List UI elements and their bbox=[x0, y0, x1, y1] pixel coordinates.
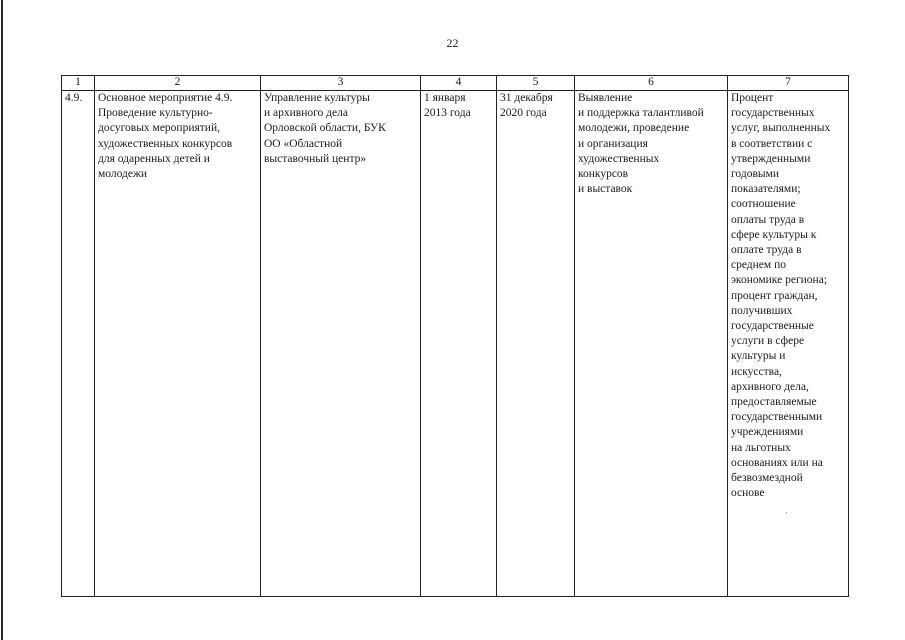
column-header-3: 3 bbox=[261, 76, 421, 91]
column-header-1: 1 bbox=[62, 76, 95, 91]
row-number-cell: 4.9. bbox=[62, 91, 95, 597]
header-row bbox=[62, 76, 849, 91]
start-date-cell: 1 января 2013 года bbox=[421, 91, 497, 597]
scan-speck bbox=[786, 512, 787, 513]
executor-cell: Управление культуры и архивного дела Орловской области, БУК ОО «Областной выставочный центр» bbox=[261, 91, 421, 597]
page-number: 22 bbox=[446, 36, 459, 50]
program-table bbox=[61, 75, 849, 597]
page-left-edge bbox=[1, 0, 3, 640]
column-header-6: 6 bbox=[575, 76, 728, 91]
end-date-cell: 31 декабря 2020 года bbox=[497, 91, 575, 597]
event-name-cell: Основное мероприятие 4.9. Проведение культурно- досуговых мероприятий, художественных конкурсов для одаренных детей и молодежи bbox=[95, 91, 261, 597]
table-row bbox=[62, 91, 849, 597]
expected-result-cell: Выявление и поддержка талантливой молодежи, проведение и организация художественных конкурсов и выставок bbox=[575, 91, 728, 597]
column-header-5: 5 bbox=[497, 76, 575, 91]
column-header-2: 2 bbox=[95, 76, 261, 91]
column-header-7: 7 bbox=[728, 76, 849, 91]
column-header-4: 4 bbox=[421, 76, 497, 91]
indicators-cell: Процент государственных услуг, выполненных в соответствии с утвержденными годовыми показателями; соотношение оплаты труда в сфере культуры к оплате труда в среднем по экономике региона; процент граждан, получивших государственные услуги в сфере культуры и искусства, архивного дела, предоставляемые государственными учреждениями на льготных основаниях или на безвозмездной основе bbox=[728, 91, 849, 597]
